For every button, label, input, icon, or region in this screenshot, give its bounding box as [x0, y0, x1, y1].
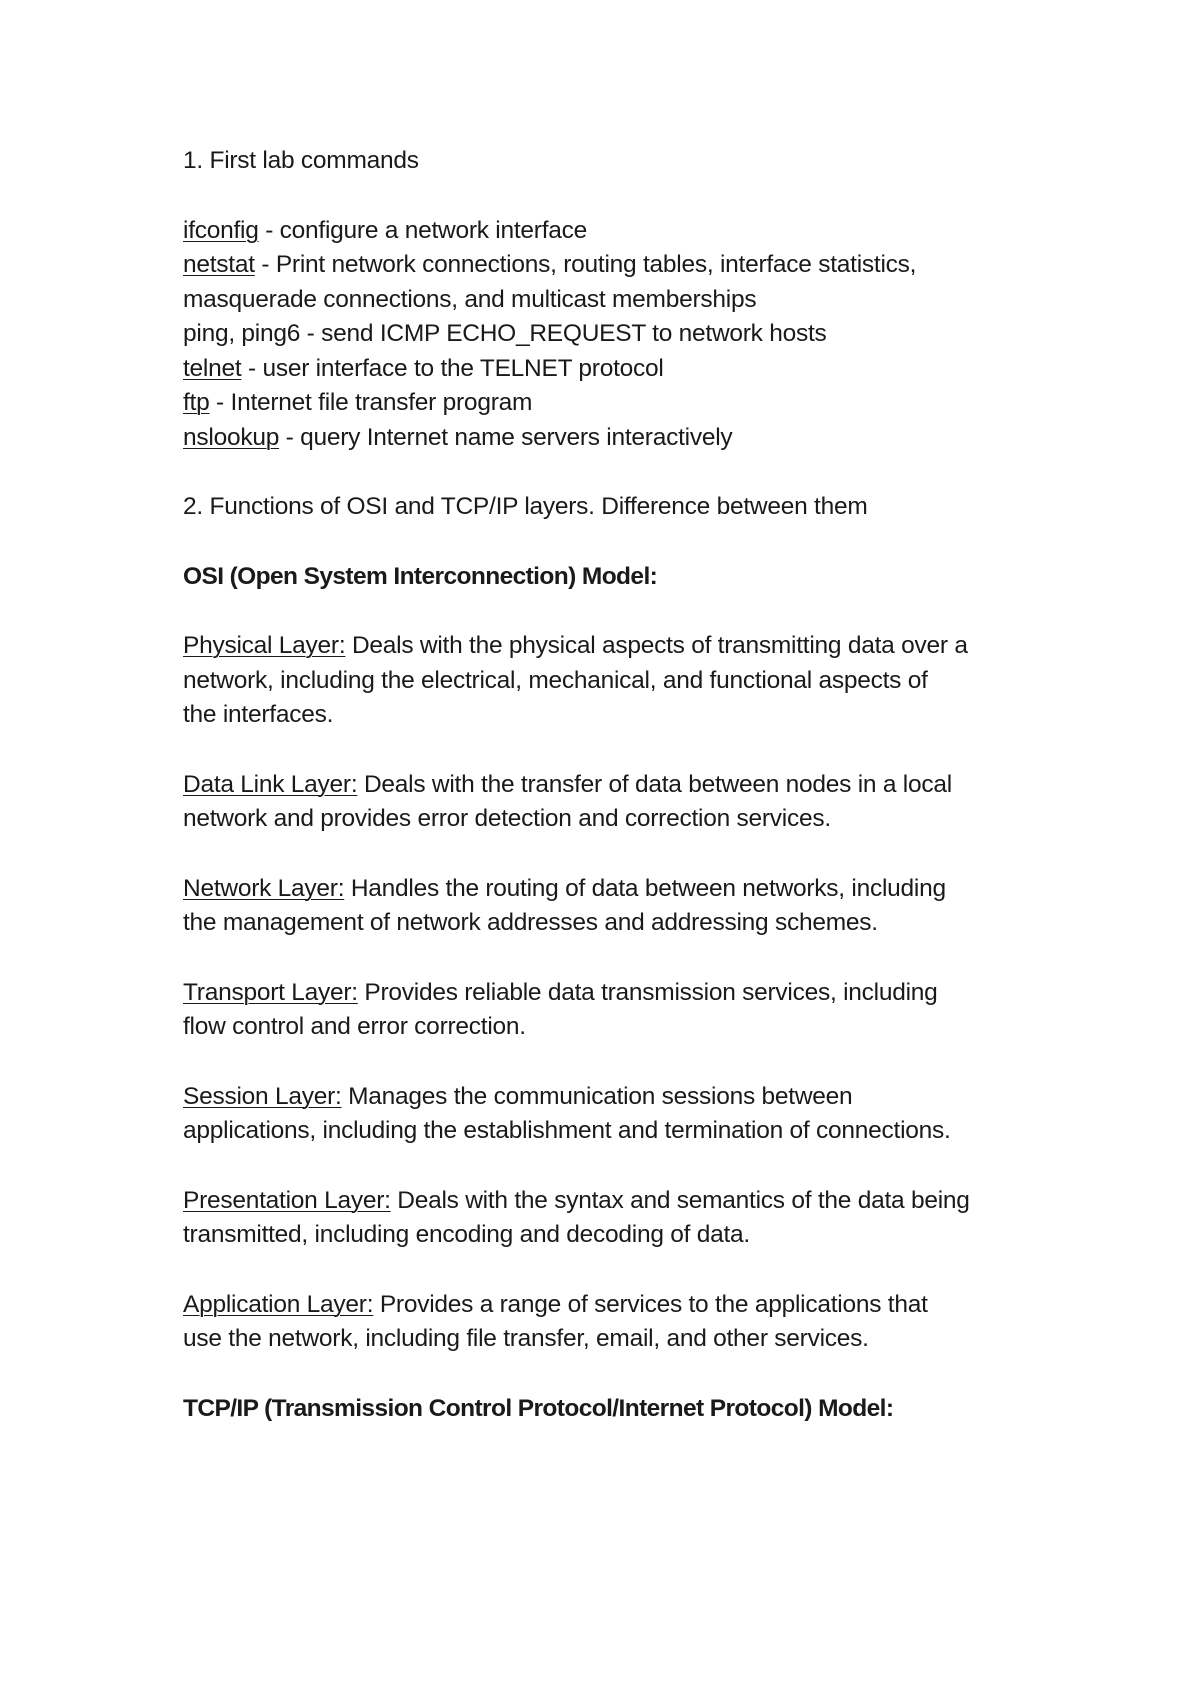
- layer-desc: transmitted, including encoding and decoding of data.: [183, 1221, 750, 1248]
- layer-desc: the management of network addresses and addressing schemes.: [183, 909, 878, 936]
- layer-desc: Provides reliable data transmission services, including: [357, 978, 938, 1006]
- spacer: [183, 837, 1040, 872]
- command-line: [183, 421, 1040, 456]
- osi-title: OSI (Open System Interconnection) Model:: [183, 562, 658, 590]
- command-line: [183, 248, 1040, 283]
- layer-desc: Deals with the transfer of data between nodes in a local: [357, 770, 952, 798]
- command-list: [183, 214, 1040, 456]
- command-name: nslookup: [183, 423, 280, 451]
- command-desc: - Internet file transfer program: [209, 389, 533, 416]
- command-desc: - user interface to the TELNET protocol: [241, 354, 664, 382]
- layer-name: Physical Layer:: [183, 632, 346, 659]
- command-desc: - Print network connections, routing tables, interface statistics,: [254, 251, 917, 278]
- osi-layer: [183, 1080, 1040, 1149]
- command-line: [183, 386, 1040, 421]
- layer-desc: applications, including the establishment and termination of connections.: [183, 1117, 951, 1144]
- command-desc: - query Internet name servers interactively: [279, 423, 733, 451]
- layer-desc: network and provides error detection and correction services.: [183, 805, 831, 832]
- command-line: [183, 214, 1040, 249]
- command-name: ftp: [183, 389, 210, 416]
- command-name: netstat: [183, 251, 255, 278]
- layer-desc: flow control and error correction.: [183, 1013, 526, 1040]
- section2-heading: 2. Functions of OSI and TCP/IP layers. Difference between them: [183, 493, 868, 520]
- layer-desc: the interfaces.: [183, 701, 334, 728]
- command-line: [183, 283, 1040, 318]
- spacer: [183, 1149, 1040, 1184]
- layer-desc: Manages the communication sessions between: [341, 1082, 853, 1110]
- layer-desc: Deals with the physical aspects of transmitting data over a: [345, 632, 968, 659]
- osi-layer: [183, 1288, 1040, 1357]
- layer-desc: Deals with the syntax and semantics of the data being: [390, 1186, 970, 1214]
- spacer: [183, 455, 1040, 490]
- spacer: [183, 733, 1040, 768]
- layer-desc: Provides a range of services to the applications that: [373, 1290, 928, 1318]
- spacer: [183, 525, 1040, 560]
- osi-layer: [183, 629, 1040, 733]
- layer-name: Data Link Layer:: [183, 770, 358, 798]
- section1-heading: 1. First lab commands: [183, 147, 419, 174]
- layer-name: Application Layer:: [183, 1290, 374, 1318]
- spacer: [183, 941, 1040, 976]
- tcpip-title: TCP/IP (Transmission Control Protocol/Internet Protocol) Model:: [183, 1394, 894, 1422]
- osi-layer: [183, 976, 1040, 1045]
- layer-desc: Handles the routing of data between networks, including: [344, 874, 946, 902]
- layer-name: Network Layer:: [183, 874, 345, 902]
- command-name: telnet: [183, 354, 242, 382]
- layer-name: Session Layer:: [183, 1082, 342, 1110]
- osi-layer: [183, 1184, 1040, 1253]
- command-line: [183, 317, 1040, 352]
- spacer: [183, 594, 1040, 629]
- osi-layer: [183, 768, 1040, 837]
- osi-layer: [183, 872, 1040, 941]
- command-desc: - configure a network interface: [258, 216, 588, 244]
- command-desc: ping, ping6 - send ICMP ECHO_REQUEST to network hosts: [183, 320, 827, 347]
- layer-name: Presentation Layer:: [183, 1186, 391, 1214]
- spacer: [183, 1045, 1040, 1080]
- command-desc: masquerade connections, and multicast memberships: [183, 285, 757, 313]
- command-line: [183, 352, 1040, 387]
- layer-desc: use the network, including file transfer, email, and other services.: [183, 1325, 869, 1352]
- layer-desc: network, including the electrical, mechanical, and functional aspects of: [183, 666, 928, 694]
- layer-name: Transport Layer:: [183, 978, 358, 1006]
- command-name: ifconfig: [183, 216, 259, 244]
- spacer: [183, 1357, 1040, 1392]
- spacer: [183, 1253, 1040, 1288]
- spacer: [183, 179, 1040, 214]
